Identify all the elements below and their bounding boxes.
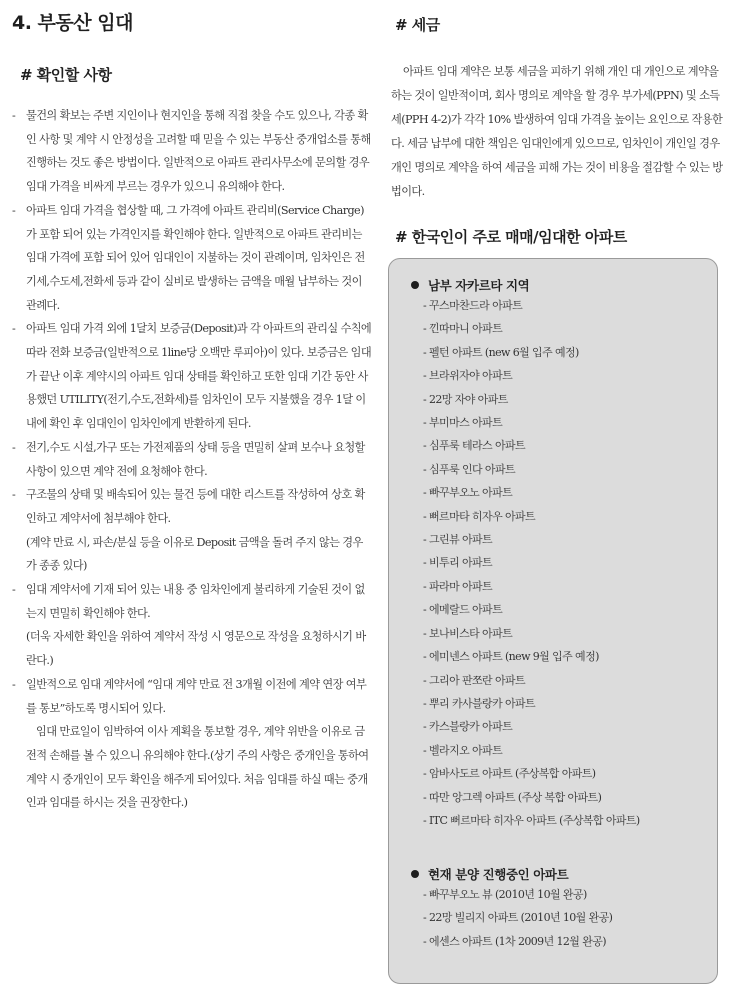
list-item: - 뻐르마타 히자우 아파트 (423, 509, 536, 523)
checklist-item (12, 104, 372, 199)
list-item: - 심푸룩 인다 아파트 (423, 462, 516, 476)
apartment-list-title: # 한국인이 주로 매매/임대한 아파트 (395, 228, 627, 246)
list-item: - 심푸룩 테라스 아파트 (423, 439, 526, 453)
checklist-item (12, 673, 372, 815)
checklist-item (12, 578, 372, 673)
bullet-dot-icon (411, 870, 419, 878)
list-item: - 22망 자야 아파트 (423, 392, 508, 406)
checklist-bullets (12, 104, 372, 815)
south-jakarta-apartment-list (423, 294, 640, 832)
bullet-dash: - (12, 488, 16, 502)
list-item: - 빠꾸부오노 뷰 (2010년 10월 완공) (423, 888, 587, 901)
checklist-item-note: 임대 만료일이 임박하여 이사 계획을 통보할 경우, 계약 위반을 이유로 금전적 손해를 볼 수 있으니 유의해야 한다.(상기 주의 사항은 중개인을 통하여 계약 시 중개인이 모두 확인을 해주게 되어있다. 처음 임대를 하실 때는 중개인과 임대를 하시는 것을 권장한다.) (26, 725, 369, 810)
list-item: - 뿌리 카사블랑카 아파트 (423, 696, 536, 710)
south-jakarta-heading (411, 276, 529, 294)
list-item: - 에메랄드 아파트 (423, 603, 503, 617)
checklist-item-text: 전기,수도 시설,가구 또는 가전제품의 상태 등을 면밀히 살펴 보수나 요청할 사항이 있으면 계약 전에 요청해야 한다. (26, 440, 365, 478)
list-item: - 부미마스 아파트 (423, 416, 503, 430)
presale-heading-text: 현재 분양 진행중인 아파트 (428, 867, 569, 882)
bullet-dash: - (12, 677, 16, 691)
bullet-dash: - (12, 322, 16, 336)
list-item: - 파라마 아파트 (423, 579, 493, 593)
presale-apartment-list (423, 883, 612, 953)
list-item: - 에미넨스 아파트 (new 9월 입주 예정) (423, 650, 599, 664)
checklist-item-text: 아파트 임대 가격 외에 1달치 보증금(Deposit)과 각 아파트의 관리실 수칙에 따라 전화 보증금(일반적으로 1line당 오백만 루피아)이 있다. 보증금은 임대가 끝난 이후 계약시의 아파트 임대 상태를 확인하고 또한 임대 기간 동안 사용했던 UTILITY(전기,수도,전화세)를 임차인이 모두 지불했을 경우 1달 이내에 확인 후 임대인이 임차인에게 반환하게 된다. (26, 322, 372, 431)
checklist-item (12, 483, 372, 578)
bullet-dash: - (12, 203, 16, 217)
list-item: - 에센스 아파트 (1차 2009년 12월 완공) (423, 934, 606, 948)
bullet-dash: - (12, 109, 16, 122)
tax-title: # 세금 (395, 16, 440, 34)
list-item: - 낀따마니 아파트 (423, 322, 503, 336)
checklist-item (12, 199, 372, 318)
list-item: - 벨라지오 아파트 (423, 743, 503, 757)
checklist-item-note: (계약 만료 시, 파손/분실 등을 이유로 Deposit 금액을 돌려 주지 않는 경우가 종종 있다) (26, 535, 363, 573)
checklist-item-text: 아파트 임대 가격을 협상할 때, 그 가격에 아파트 관리비(Service Charge)가 포함 되어 있는 가격인지를 확인해야 한다. 일반적으로 아파트 관리비는 임대 가격에 포함 되어 있어 임대인이 지불하는 것이 관례이며, 임차인은 전기세,수도세,전화세 등과 같이 실비로 발생하는 금액을 매월 납부하는 것이 관례다. (26, 203, 365, 312)
checklist-item (12, 317, 372, 436)
checklist-item-text: 구조물의 상태 및 배속되어 있는 물건 등에 대한 리스트를 작성하여 상호 확인하고 계약서에 첨부해야 한다. (26, 488, 365, 525)
south-jakarta-heading-text: 남부 자카르타 지역 (428, 278, 530, 293)
list-item: - 펠턴 아파트 (new 6월 입주 예정) (423, 345, 579, 359)
apartment-list-box (388, 258, 718, 984)
bullet-dash: - (12, 440, 16, 454)
checklist-item-text: 일반적으로 임대 계약서에 “임대 계약 만료 전 3개월 이전에 계약 연장 여부를 통보”하도록 명시되어 있다. (26, 677, 367, 715)
list-item: - 그리아 판쪼란 아파트 (423, 673, 526, 687)
presale-heading (411, 865, 568, 883)
checklist-item-text: 임대 계약서에 기재 되어 있는 내용 중 임차인에게 불리하게 기술된 것이 없는지 면밀히 확인해야 한다. (26, 583, 365, 620)
checklist-item (12, 436, 372, 483)
list-item: - 따만 앙그렉 아파트 (주상 복합 아파트) (423, 790, 602, 804)
list-item: - 암바사도르 아파트 (주상복합 아파트) (423, 767, 596, 781)
checklist-item-note: (더욱 자세한 확인을 위하여 계약서 작성 시 영문으로 작성을 요청하시기 바란다.) (26, 630, 366, 668)
list-item: - 비투리 아파트 (423, 556, 493, 570)
list-item: - 22망 빌리지 아파트 (2010년 10월 완공) (423, 911, 613, 925)
section-title: 4. 부동산 임대 (12, 12, 133, 34)
list-item: - 빠꾸부오노 아파트 (423, 486, 513, 500)
list-item: - ITC 뻐르마타 히자우 아파트 (주상복합 아파트) (423, 813, 640, 827)
bullet-dot-icon (411, 281, 419, 289)
checklist-item-text: 물건의 확보는 주변 지인이나 현지인을 통해 직접 찾을 수도 있으나, 각종 확인 사항 및 계약 시 안정성을 고려할 때 믿을 수 있는 부동산 중개업소를 통해 진행하는 것도 좋은 방법이다. 일반적으로 아파트 관리사무소에 문의할 경우 임대 가격을 비싸게 부르는 경우가 있으니 유의해야 한다. (26, 109, 371, 194)
list-item: - 보나비스타 아파트 (423, 626, 513, 640)
list-item: - 카스블랑카 아파트 (423, 720, 513, 734)
bullet-dash: - (12, 583, 16, 597)
list-item: - 그린뷰 아파트 (423, 533, 493, 547)
checklist-subtitle: # 확인할 사항 (20, 66, 112, 84)
list-item: - 브라위자야 아파트 (423, 369, 513, 383)
list-item: - 꾸스마찬드라 아파트 (423, 299, 523, 312)
tax-paragraph: 아파트 임대 계약은 보통 세금을 피하기 위해 개인 대 개인으로 계약을 하는 것이 일반적이며, 회사 명의로 계약을 할 경우 부가세(PPN) 및 소득세(PPH 4-2)가 각각 10% 발생하여 임대 가격을 높이는 요인으로 작용한다. 세금 납부에 대한 책임은 임대인에게 있으므로, 임차인이 개인일 경우 개인 명의로 계약을 하여 세금을 피해 가는 것이 비용을 절감할 수 있는 방법이다. (391, 65, 723, 198)
